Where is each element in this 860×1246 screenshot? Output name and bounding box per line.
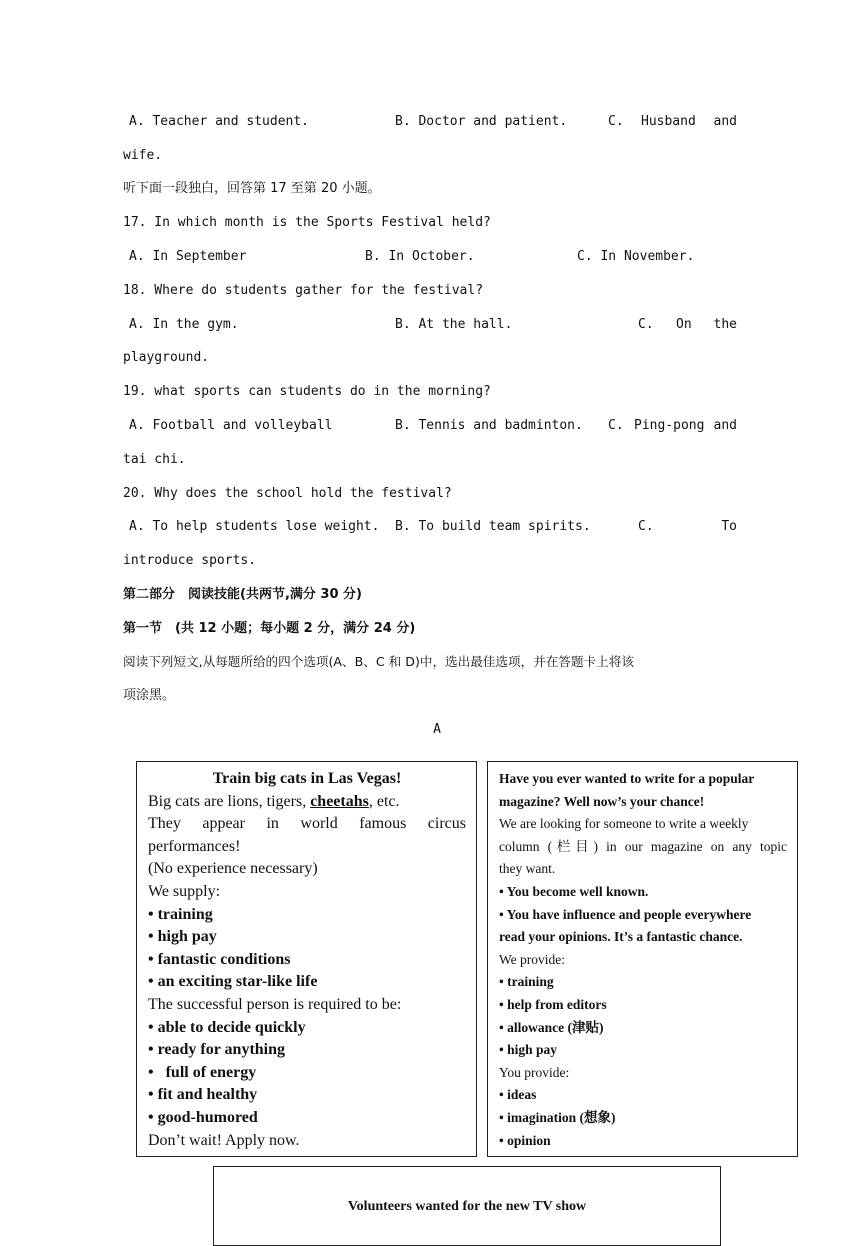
passage-label: A [433,722,441,737]
supply-item: • training [148,905,213,923]
you-provide-item: • opinion [499,1132,551,1148]
q17-option-b: B. In October. [365,249,475,264]
q17-options-row [123,249,737,265]
section1-heading: 第一节 (共 12 小题；每小题 2 分，满分 24 分) [123,621,416,636]
ad-magazine-title-line1: Have you ever wanted to write for a popular [499,771,755,786]
q20-stem: 20. Why does the school hold the festival? [123,486,452,501]
required-item: • full of energy [148,1063,257,1081]
ad-magazine-desc-line1: We are looking for someone to write a weekly [499,816,749,832]
ad-magazine-benefit1: • You become well known. [499,883,649,899]
ad-big-cats-line1-text: Big cats are lions, tigers, [148,792,311,810]
q18-option-c-letter: C. [638,317,654,332]
ad-tv-show [213,1166,721,1246]
supply-item: • high pay [148,928,217,946]
ad-big-cats-supply-label: We supply: [148,882,221,900]
q16-option-c-letter: C. [608,114,624,129]
q20-option-c-letter: C. [638,519,654,534]
q18-option-a: A. In the gym. [129,317,239,332]
q18-option-c-continuation: playground. [123,350,210,365]
reading-instruction-line1: 阅读下列短文,从每题所给的四个选项(A、B、C 和 D)中，选出最佳选项，并在答题卡上将该 [123,654,634,669]
ad-magazine [487,761,798,1157]
ad-magazine-desc-line3: they want. [499,861,556,877]
instruction-17-20: 听下面一段独白，回答第 17 至第 20 小题。 [123,181,381,196]
q19-options-row [123,418,737,434]
you-provide-item: • ideas [499,1087,537,1103]
ad-big-cats-line3: performances! [148,837,241,855]
q19-option-b: B. Tennis and badminton. [395,418,583,433]
provide-item: • training [499,974,554,990]
provide-item: • help from editors [499,996,607,1012]
ad-magazine-benefit2-line1: • You have influence and people everywhere [499,906,752,922]
provide-item: • allowance (津贴) [499,1019,604,1035]
ad-big-cats-line2: They appear in world famous circus [148,815,466,833]
q18-options-row [123,317,737,333]
q16-option-c-word1: Husband [641,114,696,129]
required-item: • good-humored [148,1108,258,1126]
q20-option-c-continuation: introduce sports. [123,553,257,568]
q19-option-c-letter: C. [608,418,624,433]
q17-option-a: A. In September [129,249,247,264]
q19-option-a: A. Football and volleyball [129,418,333,433]
q19-option-c-word1: Ping-pong [634,418,705,433]
ad-big-cats-line1-end: , etc. [368,792,400,810]
ad-big-cats [136,761,477,1157]
ad-big-cats-line1 [148,791,466,814]
q20-option-c-word1: To [721,519,737,534]
reading-instruction-line2: 项涂黑。 [123,688,176,703]
q19-option-c-word2: and [713,418,737,433]
q18-option-c-word2: the [713,317,737,332]
ad-big-cats-underlined-word: cheetahs [310,792,369,810]
ad-big-cats-title: Train big cats in Las Vegas! [212,770,402,787]
ad-magazine-title-line2: magazine? Well now’s your chance! [499,793,705,809]
ad-big-cats-line4: (No experience necessary) [148,860,318,878]
required-item: • able to decide quickly [148,1018,306,1036]
supply-item: • an exciting star-like life [148,973,318,991]
q16-option-c-continuation: wife. [123,148,163,163]
part2-heading: 第二部分 阅读技能(共两节,满分 30 分) [123,587,362,602]
q17-stem: 17. In which month is the Sports Festival held? [123,215,491,230]
q19-stem: 19. what sports can students do in the morning? [123,384,491,399]
required-item: • ready for anything [148,1041,286,1059]
ad-magazine-you-provide-label: You provide: [499,1064,570,1080]
q16-option-a: A. Teacher and student. [129,114,310,129]
q16-option-b: B. Doctor and patient. [395,114,568,129]
q18-option-c-word1: On [676,317,692,332]
required-item: • fit and healthy [148,1086,258,1104]
ad-magazine-benefit2-line2: read your opinions. It’s a fantastic chance. [499,929,743,945]
q17-option-c: C. In November. [577,249,695,264]
ad-big-cats-closing: Don’t wait! Apply now. [148,1131,300,1149]
q16-options-row [123,114,737,130]
you-provide-item: • imagination (想象) [499,1109,616,1125]
q16-option-c-word2: and [713,114,737,129]
q19-option-c-continuation: tai chi. [123,452,186,467]
ad-big-cats-required-label: The successful person is required to be: [148,995,402,1013]
q20-options-row [123,519,737,535]
provide-item: • high pay [499,1042,558,1058]
q20-option-b: B. To build team spirits. [395,519,591,534]
ad-tv-show-title: Volunteers wanted for the new TV show [347,1199,587,1214]
supply-item: • fantastic conditions [148,950,291,968]
q18-stem: 18. Where do students gather for the festival? [123,283,484,298]
q20-option-a: A. To help students lose weight. [129,519,380,534]
ad-magazine-provide-label: We provide: [499,951,566,967]
ad-magazine-desc-line2: column (栏目) in our magazine on any topic [499,838,787,854]
q18-option-b: B. At the hall. [395,317,513,332]
